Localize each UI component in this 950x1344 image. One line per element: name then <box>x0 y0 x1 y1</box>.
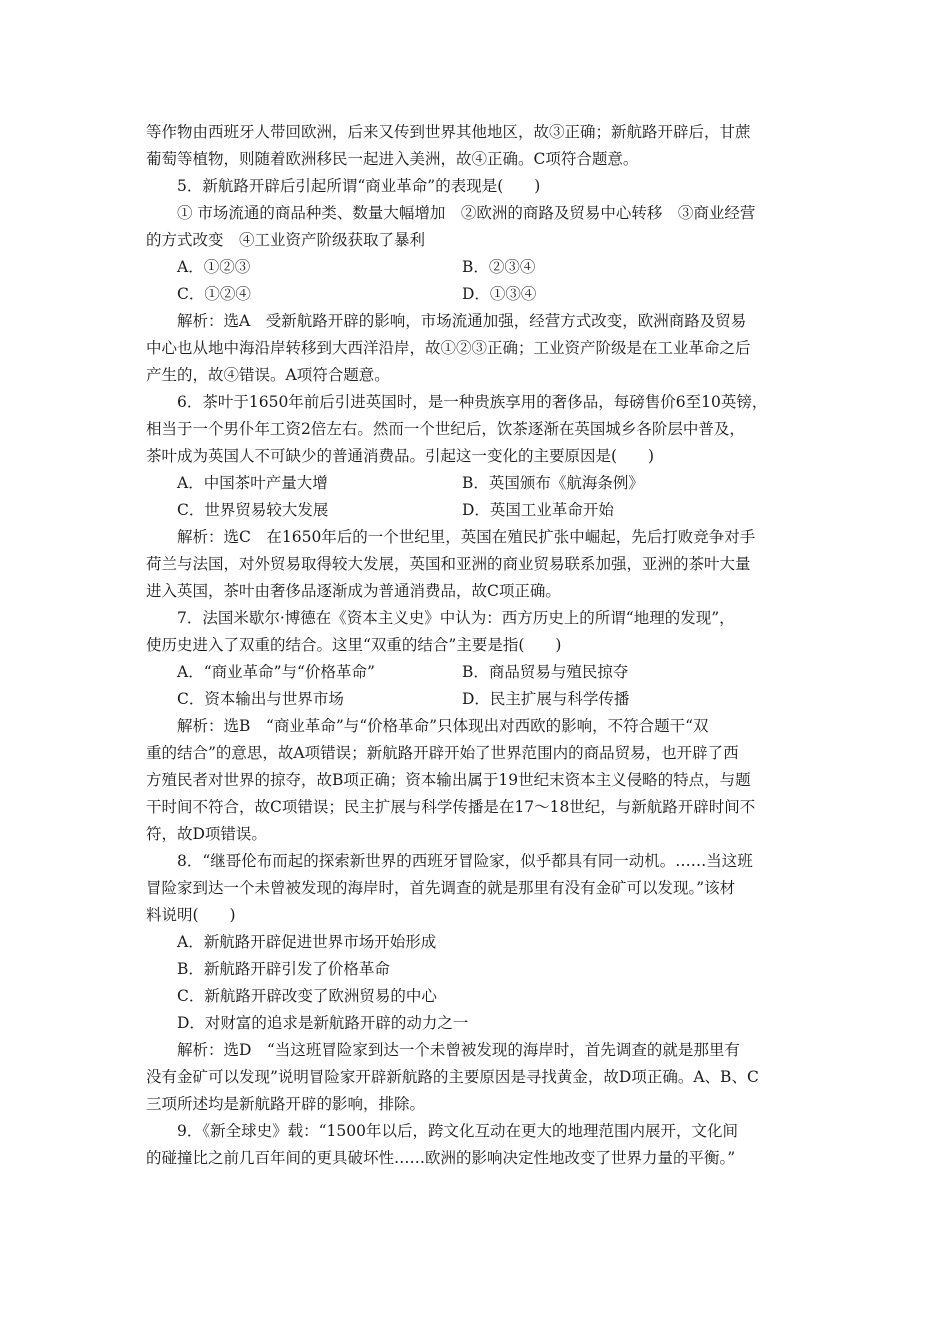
answer-option: B．英国颁布《航海条例》 <box>462 474 644 492</box>
answer-option: A．“商业革命”与“价格革命” <box>177 663 375 681</box>
text-line: 解析：选C 在1650年后的一个世纪里，英国在殖民扩张中崛起，先后打败竞争对手 <box>177 528 756 546</box>
text-line: 葡萄等植物，则随着欧洲移民一起进入美洲，故④正确。C项符合题意。 <box>146 150 639 168</box>
text-line: 6．茶叶于1650年前后引进英国时，是一种贵族享用的奢侈品，每磅售价6至10英镑， <box>177 393 768 411</box>
text-line: 冒险家到达一个未曾被发现的海岸时，首先调查的就是那里有没有金矿可以发现。”该材 <box>146 879 736 897</box>
text-line: B．新航路开辟引发了价格革命 <box>177 960 390 978</box>
text-line: 干时间不符合，故C项错误；民主扩展与科学传播是在17～18世纪，与新航路开辟时间不 <box>146 798 756 816</box>
text-line: 没有金矿可以发现”说明冒险家开辟新航路的主要原因是寻找黄金，故D项正确。A、B、C <box>146 1068 759 1086</box>
answer-options-row <box>146 497 806 524</box>
text-line: 9．《新全球史》载：“1500年以后，跨文化互动在更大的地理范围内展开，文化间 <box>177 1122 738 1140</box>
text-line: 茶叶成为英国人不可缺少的普通消费品。引起这一变化的主要原因是( ) <box>146 447 655 465</box>
text-line: 符，故D项错误。 <box>146 825 267 843</box>
text-line: 8．“继哥伦布而起的探索新世界的西班牙冒险家，似乎都具有同一动机。……当这班 <box>177 852 753 870</box>
document-body <box>146 119 806 1172</box>
text-line: 解析：选A 受新航路开辟的影响，市场流通加强，经营方式改变，欧洲商路及贸易 <box>177 312 747 330</box>
text-line: 进入英国，茶叶由奢侈品逐渐成为普通消费品，故C项正确。 <box>146 582 561 600</box>
answer-option: D．英国工业革命开始 <box>462 501 614 519</box>
text-line: 等作物由西班牙人带回欧洲，后来又传到世界其他地区，故③正确；新航路开辟后，甘蔗 <box>146 123 751 141</box>
text-line: C．新航路开辟改变了欧洲贸易的中心 <box>177 987 437 1005</box>
text-line: 解析：选D “当这班冒险家到达一个未曾被发现的海岸时，首先调查的就是那里有 <box>177 1041 740 1059</box>
answer-option: C．①②④ <box>177 285 251 303</box>
answer-option: C．资本输出与世界市场 <box>177 690 344 708</box>
text-line: 产生的，故④错误。A项符合题意。 <box>146 366 390 384</box>
answer-options-row <box>146 686 806 713</box>
text-line: 5．新航路开辟后引起所谓“商业革命”的表现是( ) <box>177 177 541 195</box>
text-line: 使历史进入了双重的结合。这里“双重的结合”主要是指( ) <box>146 636 562 654</box>
text-line: 解析：选B “商业革命”与“价格革命”只体现出对西欧的影响，不符合题干“双 <box>177 717 709 735</box>
answer-options-row <box>146 281 806 308</box>
text-line: 料说明( ) <box>146 906 236 924</box>
answer-option: A．中国茶叶产量大增 <box>177 474 328 492</box>
answer-option: A．①②③ <box>177 258 251 276</box>
text-line: 相当于一个男仆年工资2倍左右。然而一个世纪后，饮茶逐渐在英国城乡各阶层中普及， <box>146 420 745 438</box>
answer-options-row <box>146 254 806 281</box>
text-line: 的方式改变 ④工业资产阶级获取了暴利 <box>146 231 426 249</box>
text-line: ① 市场流通的商品种类、数量大幅增加 ②欧洲的商路及贸易中心转移 ③商业经营 <box>177 204 756 222</box>
answer-option: B．②③④ <box>462 258 536 276</box>
text-line: 重的结合”的意思，故A项错误；新航路开辟开始了世界范围内的商品贸易，也开辟了西 <box>146 744 739 762</box>
text-line: 三项所述均是新航路开辟的影响，排除。 <box>146 1095 426 1113</box>
answer-options-row <box>146 659 806 686</box>
answer-option: C．世界贸易较大发展 <box>177 501 329 519</box>
text-line: 方殖民者对世界的掠夺，故B项正确；资本输出属于19世纪末资本主义侵略的特点，与题 <box>146 771 751 789</box>
text-line: A．新航路开辟促进世界市场开始形成 <box>177 933 437 951</box>
text-line: 的碰撞比之前几百年间的更具破坏性……欧洲的影响决定性地改变了世界力量的平衡。” <box>146 1149 736 1167</box>
answer-option: D．①③④ <box>462 285 537 303</box>
text-line: 中心也从地中海沿岸转移到大西洋沿岸，故①②③正确；工业资产阶级是在工业革命之后 <box>146 339 751 357</box>
answer-option: D．民主扩展与科学传播 <box>462 690 630 708</box>
text-line: D．对财富的追求是新航路开辟的动力之一 <box>177 1014 469 1032</box>
text-line: 荷兰与法国，对外贸易取得较大发展，英国和亚洲的商业贸易联系加强，亚洲的茶叶大量 <box>146 555 751 573</box>
answer-options-row <box>146 470 806 497</box>
answer-option: B．商品贸易与殖民掠夺 <box>462 663 629 681</box>
text-line: 7．法国米歇尔·博德在《资本主义史》中认为：西方历史上的所谓“地理的发现”， <box>177 609 735 627</box>
